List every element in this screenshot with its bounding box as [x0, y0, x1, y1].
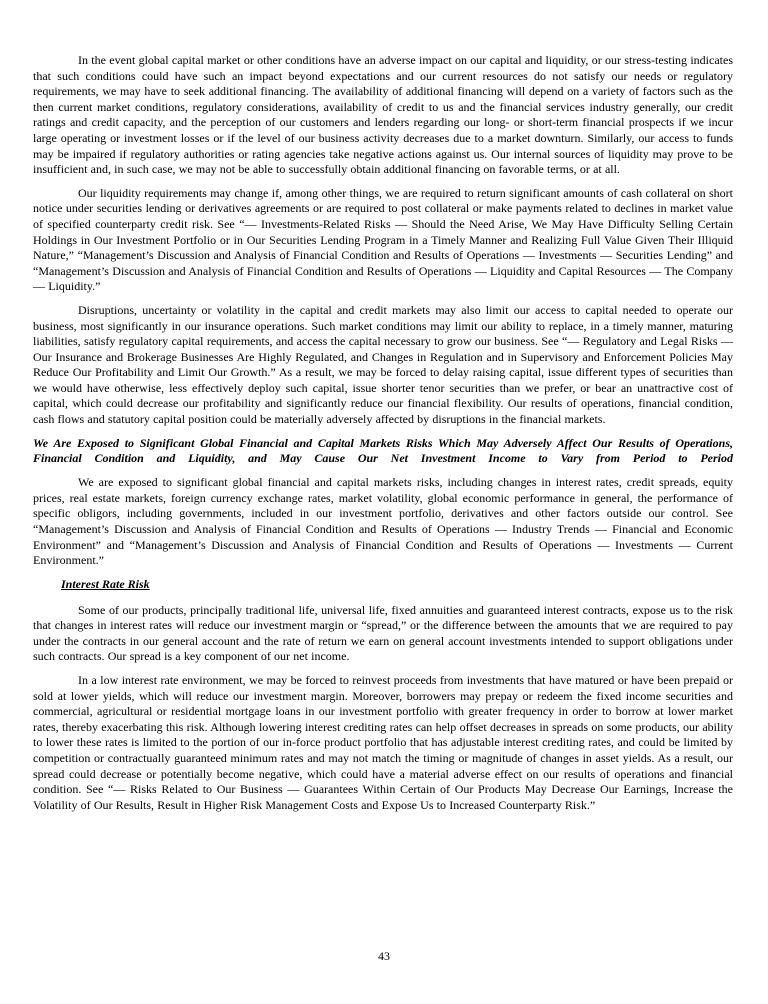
body-paragraph-capital-market-conditions: In the event global capital market or other conditions have an adverse impact on our capital and liquidity, or our stress-testing indicates that such conditions could have such an impact beyond expectations and our current resources do not satisfy our needs or regulatory requirements, we may have to seek additional financing. The availability of additional financing will depend on a variety of factors such as the then current market conditions, regulatory considerations, availability of credit to us and the financial services industry generally, our credit ratings and credit capacity, and the perception of our customers and lenders regarding our long- or short-term financial prospects if we incur large operating or investment losses or if the level of our business activity decreases due to a market downturn. Similarly, our access to funds may be impaired if regulatory authorities or rating agencies take negative actions against us. Our internal sources of liquidity may prove to be insufficient and, in such case, we may not be able to successfully obtain additional financing on favorable terms, or at all.: [33, 53, 733, 177]
body-paragraph-market-disruptions: Disruptions, uncertainty or volatility in the capital and credit markets may also limit our access to capital needed to operate our business, most significantly in our insurance operations. Such market conditions may limit our ability to replace, in a timely manner, maturing liabilities, satisfy regulatory capital requirements, and access the capital necessary to grow our business. See “— Regulatory and Legal Risks — Our Insurance and Brokerage Businesses Are Highly Regulated, and Changes in Regulation and in Supervisory and Enforcement Policies May Reduce Our Profitability and Limit Our Growth.” As a result, we may be forced to delay raising capital, issue different types of securities than we would have otherwise, less effectively deploy such capital, issue shorter tenor securities than we prefer, or bear an unattractive cost of capital, which could decrease our profitability and significantly reduce our financial flexibility. Our results of operations, financial condition, cash flows and statutory capital position could be materially adversely affected by disruptions in the financial markets.: [33, 302, 733, 427]
page-number: 43: [378, 949, 390, 963]
risk-factor-heading: We Are Exposed to Significant Global Financial and Capital Markets Risks Which May Adversely Affect Our Results of Operations, Financial Condition and Liquidity, and May Cause Our Net Investment Income to Vary from Period to Period: [33, 435, 733, 466]
document-page: [33, 53, 733, 821]
body-paragraph-liquidity-requirements: Our liquidity requirements may change if, among other things, we are required to return significant amounts of cash collateral on short notice under securities lending or derivatives agreements or are required to post collateral or make payments related to declines in market value of specified counterparty credit risk. See “— Investments-Related Risks — Should the Need Arise, We May Have Difficulty Selling Certain Holdings in Our Investment Portfolio or in Our Securities Lending Program in a Timely Manner and Realizing Full Value Given Their Illiquid Nature,” “Management’s Discussion and Analysis of Financial Condition and Results of Operations — Investments — Securities Lending” and “Management’s Discussion and Analysis of Financial Condition and Results of Operations — Liquidity and Capital Resources — The Company — Liquidity.”: [33, 185, 733, 294]
body-paragraph-markets-risks-overview: We are exposed to significant global financial and capital markets risks, including changes in interest rates, credit spreads, equity prices, real estate markets, foreign currency exchange rates, market volatility, global economic performance in general, the performance of specific obligors, including governments, included in our investment portfolio, derivatives and other factors outside our control. See “Management’s Discussion and Analysis of Financial Condition and Results of Operations — Industry Trends — Financial and Economic Environment” and “Management’s Discussion and Analysis of Financial Condition and Results of Operations — Investments — Current Environment.”: [33, 475, 733, 568]
interest-rate-risk-subheading: Interest Rate Risk: [61, 576, 150, 591]
body-paragraph-low-interest-environment: In a low interest rate environment, we may be forced to reinvest proceeds from investments that have matured or have been prepaid or sold at lower yields, which will reduce our investment margin. Moreover, borrowers may prepay or redeem the fixed income securities and commercial, agricultural or residential mortgage loans in our investment portfolio with greater frequency in order to borrow at lower market rates, thereby exacerbating this risk. Although lowering interest crediting rates can help offset decreases in spreads on some products, our ability to lower these rates is limited to the portion of our in-force product portfolio that has adjustable interest crediting rates, and could be limited by competition or contractually guaranteed minimum rates and may not match the timing or magnitude of changes in asset yields. As a result, our spread could decrease or potentially become negative, which could have a material adverse effect on our results of operations and financial condition. See “— Risks Related to Our Business — Guarantees Within Certain of Our Products May Decrease Our Earnings, Increase the Volatility of Our Results, Result in Higher Risk Management Costs and Expose Us to Increased Counterparty Risk.”: [33, 672, 733, 812]
body-paragraph-products-spread: Some of our products, principally traditional life, universal life, fixed annuities and guaranteed interest contracts, expose us to the risk that changes in interest rates will reduce our investment margin or “spread,” or the difference between the amounts that we are required to pay under the contracts in our general account and the rate of return we earn on general account investments intended to support obligations under such contracts. Our spread is a key component of our net income.: [33, 602, 733, 664]
